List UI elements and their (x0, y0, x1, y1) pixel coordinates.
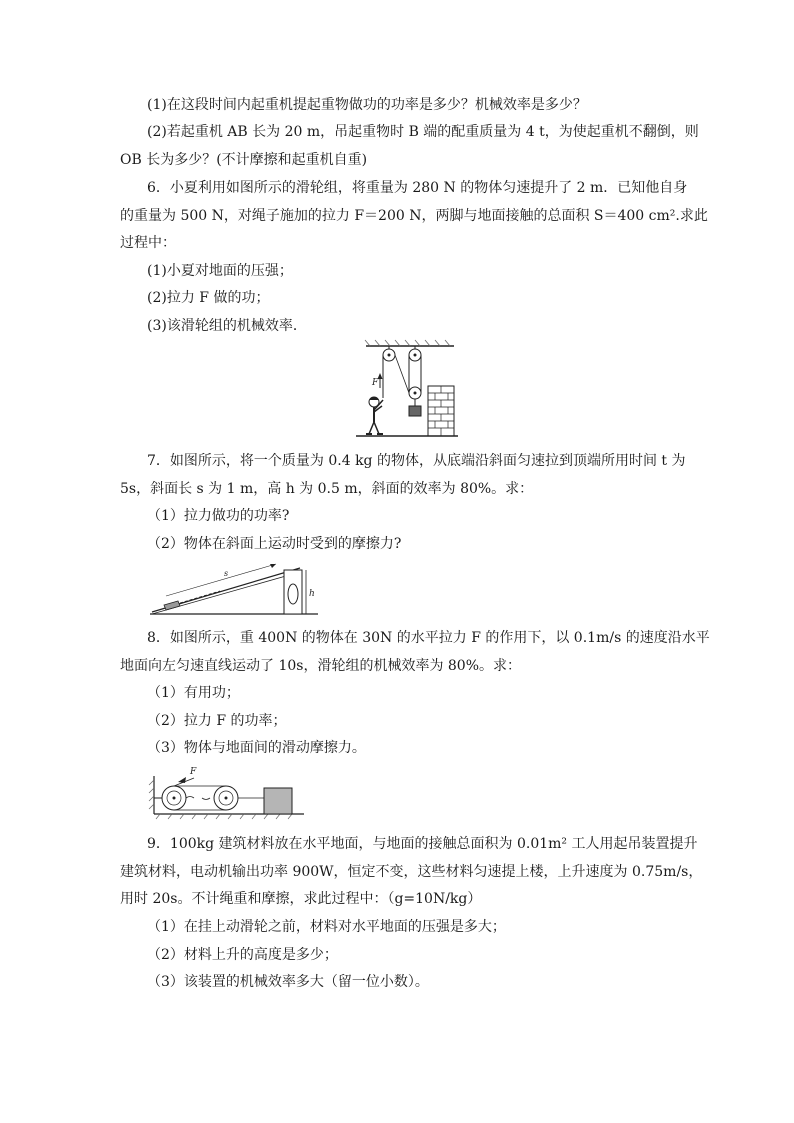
p7-sub-2: （2）物体在斜面上运动时受到的摩擦力? (147, 536, 402, 552)
pull-force-label: F (190, 767, 197, 777)
p8-sub-3: （3）物体与地面间的滑动摩擦力。 (147, 740, 366, 756)
p6-stem-line-2: 的重量为 500 N，对绳子施加的拉力 F＝200 N，两脚与地面接触的总面积 S＝400 cm².求此 (120, 208, 708, 224)
p6-stem-line-1: 6．小夏利用如图所示的滑轮组，将重量为 280 N 的物体匀速提升了 2 m．已知他自身 (147, 180, 688, 196)
p9-sub-3: （3）该装置的机械效率多大（留一位小数）。 (147, 974, 429, 990)
p9-stem-line-3: 用时 20s。不计绳重和摩擦，求此过程中：（g=10N/kg） (120, 891, 482, 907)
p9-sub-2: （2）材料上升的高度是多少； (147, 947, 338, 963)
p5-question-2: (2)若起重机 AB 长为 20 m，吊起重物时 B 端的配重质量为 4 t，为使起重机不翻倒，则 (147, 124, 699, 140)
p8-sub-2: （2）拉力 F 的功率； (147, 713, 287, 729)
p6-sub-2: (2)拉力 F 做的功； (147, 290, 270, 306)
p6-sub-1: (1)小夏对地面的压强； (147, 263, 293, 279)
horizontal-pulley-figure (146, 762, 306, 820)
p8-stem-line-2: 地面向左匀速直线运动了 10s，滑轮组的机械效率为 80%。求： (120, 658, 522, 674)
p7-stem-line-1: 7．如图所示，将一个质量为 0.4 kg 的物体，从底端沿斜面匀速拉到顶端所用时间 t 为 (147, 453, 686, 469)
p7-sub-1: （1）拉力做功的功率? (147, 508, 290, 524)
p5-question-1: (1)在这段时间内起重机提起重物做功的功率是多少？机械效率是多少？ (147, 97, 587, 113)
incline-height-label: h (309, 589, 315, 599)
p9-sub-1: （1）在挂上动滑轮之前，材料对水平地面的压强是多大； (147, 919, 506, 935)
pulley-person-figure (352, 338, 462, 444)
incline-figure (148, 558, 328, 622)
incline-length-label: s (224, 569, 229, 578)
pulley-force-label: F (372, 378, 379, 388)
p6-sub-3: (3)该滑轮组的机械效率． (147, 318, 307, 334)
p8-stem-line-1: 8．如图所示，重 400N 的物体在 30N 的水平拉力 F 的作用下，以 0.1m/s 的速度沿水平 (147, 630, 710, 646)
p6-stem-line-3: 过程中： (120, 235, 176, 251)
p9-stem-line-2: 建筑材料，电动机输出功率 900W，恒定不变，这些材料匀速提上楼，上升速度为 0.75m/s， (120, 864, 703, 880)
p5-question-2-cont: OB 长为多少？(不计摩擦和起重机自重) (120, 152, 368, 168)
p7-stem-line-2: 5s，斜面长 s 为 1 m，高 h 为 0.5 m，斜面的效率为 80%。求： (120, 481, 534, 497)
p9-stem-line-1: 9．100kg 建筑材料放在水平地面，与地面的接触总面积为 0.01m² 工人用起吊装置提升 (147, 836, 698, 852)
p8-sub-1: （1）有用功； (147, 685, 240, 701)
